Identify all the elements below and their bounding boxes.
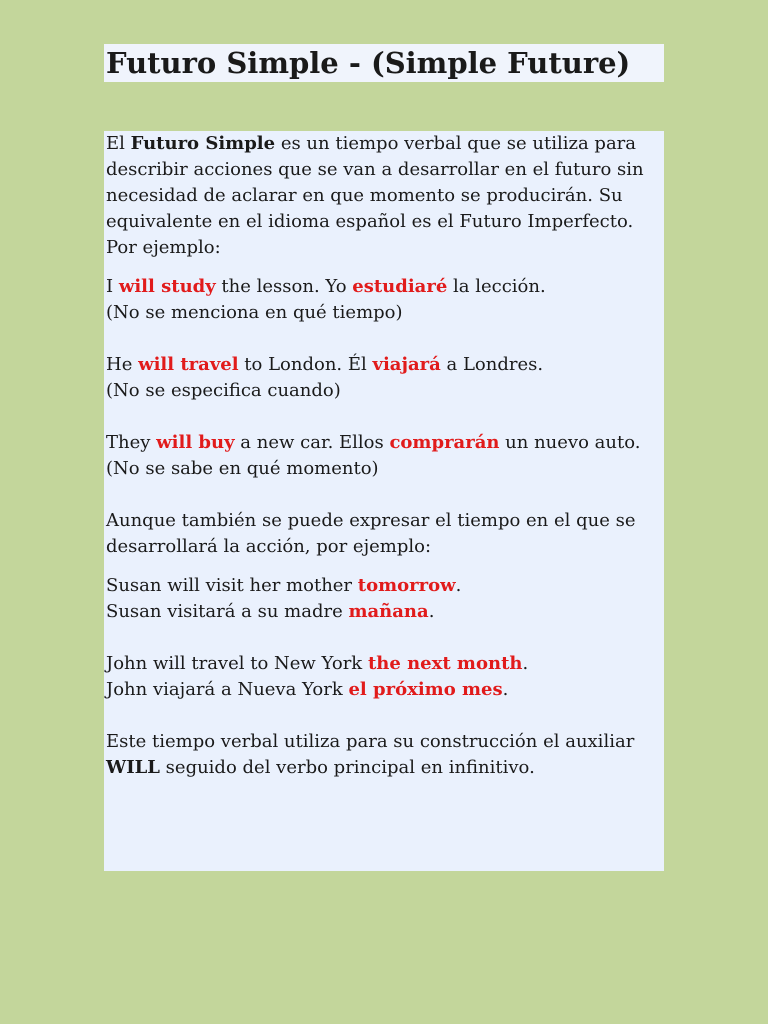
time-example-1-english-text: Susan will visit her mother	[106, 575, 358, 596]
page-title: Futuro Simple - (Simple Future)	[106, 46, 631, 80]
example-2-note: (No se especifica cuando)	[106, 380, 341, 401]
intro-term: Futuro Simple	[130, 133, 276, 154]
example-3-text-3: un nuevo auto.	[499, 432, 641, 453]
time-example-2-english	[106, 651, 662, 677]
example-1	[106, 274, 662, 300]
example-3	[106, 430, 662, 456]
example-3-note: (No se sabe en qué momento)	[106, 458, 379, 479]
example-1-text-3: la lección.	[447, 276, 546, 297]
time-example-1-spanish	[106, 599, 662, 625]
example-3-text-1: They	[106, 432, 157, 453]
closing-text-1: Este tiempo verbal utiliza para su construcción el auxiliar	[106, 731, 635, 752]
time-example-2-spanish-time: el próximo mes	[348, 679, 503, 700]
example-2-text-1: He	[106, 354, 139, 375]
time-example-2-spanish	[106, 677, 662, 703]
example-1-note: (No se menciona en qué tiempo)	[106, 302, 403, 323]
time-example-2-english-end: .	[522, 653, 529, 674]
example-3-spanish-verb: comprarán	[389, 432, 500, 453]
example-3-english-verb: will buy	[156, 432, 235, 453]
time-example-1-english-end: .	[455, 575, 462, 596]
example-3-text-2: a new car. Ellos	[234, 432, 390, 453]
time-example-2-english-text: John will travel to New York	[106, 653, 368, 674]
intro-text-1: El	[106, 133, 131, 154]
time-example-2-spanish-text: John viajará a Nueva York	[106, 679, 349, 700]
example-2	[106, 352, 662, 378]
intro-paragraph	[106, 131, 662, 261]
example-2-english-verb: will travel	[138, 354, 239, 375]
closing-text-2: seguido del verbo principal en infinitivo.	[159, 757, 535, 778]
transition-paragraph: Aunque también se puede expresar el tiempo en el que se desarrollará la acción, por ejemplo:	[106, 510, 636, 557]
example-1-text-2: the lesson. Yo	[215, 276, 353, 297]
title-box	[104, 44, 664, 82]
time-example-2-english-time: the next month	[367, 653, 523, 674]
time-example-1-spanish-end: .	[428, 601, 435, 622]
closing-paragraph	[106, 729, 662, 781]
intro-text-2: es un tiempo verbal que se utiliza para describir acciones que se van a desarrollar en el futuro sin necesidad de aclarar en que momento se producirán. Su equivalente en el idioma español es el Futuro Imperfecto. Por ejemplo:	[106, 133, 644, 258]
example-2-spanish-verb: viajará	[372, 354, 441, 375]
time-example-1-spanish-time: mañana	[348, 601, 429, 622]
example-1-text-1: I	[106, 276, 119, 297]
content-box	[104, 131, 664, 871]
example-2-text-2: to London. Él	[238, 354, 373, 375]
time-example-1-spanish-text: Susan visitará a su madre	[106, 601, 349, 622]
time-example-2-spanish-end: .	[502, 679, 509, 700]
closing-keyword: WILL	[106, 757, 160, 778]
time-example-1-english	[106, 573, 662, 599]
example-2-text-3: a Londres.	[440, 354, 544, 375]
example-1-english-verb: will study	[118, 276, 216, 297]
example-1-spanish-verb: estudiaré	[352, 276, 448, 297]
time-example-1-english-time: tomorrow	[357, 575, 456, 596]
